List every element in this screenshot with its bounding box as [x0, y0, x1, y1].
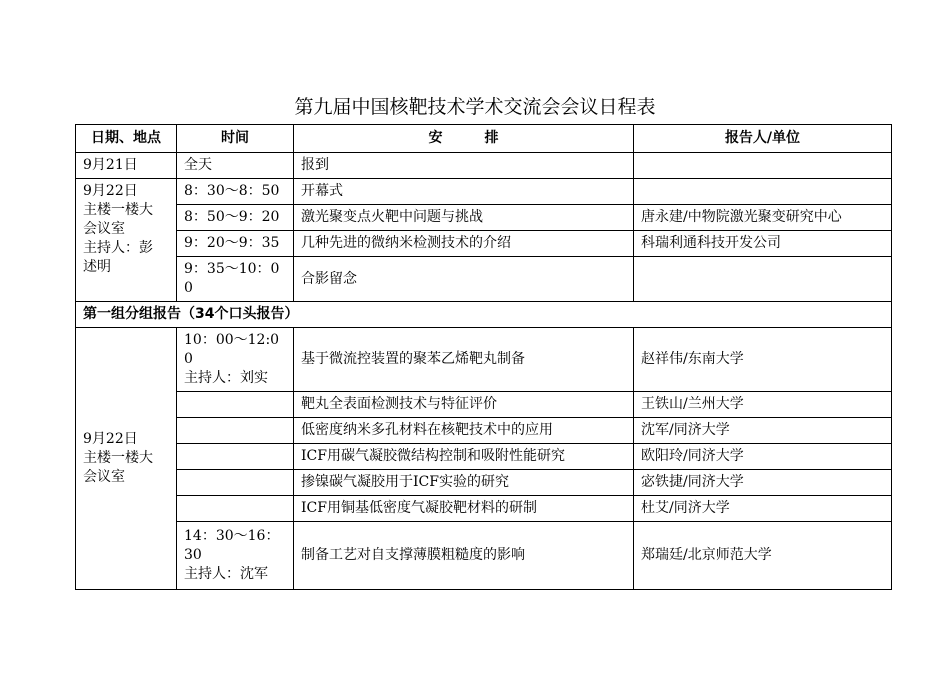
time-cell: 9：35～10：00: [177, 257, 294, 302]
place-line: 会议室: [83, 469, 125, 485]
table-row: [76, 257, 892, 302]
item-cell: 激光聚变点火靶中问题与挑战: [294, 205, 634, 231]
speaker-cell: 宓铁捷/同济大学: [634, 470, 892, 496]
speaker-cell: 唐永建/中物院激光聚变研究中心: [634, 205, 892, 231]
table-header-row: [76, 125, 892, 153]
time-cell: 全天: [177, 153, 294, 179]
time-cell: [177, 392, 294, 418]
speaker-cell: [634, 153, 892, 179]
time-cell: 8：30～8：50: [177, 179, 294, 205]
date-place-cell: [76, 179, 177, 302]
place-line: 主楼一楼大: [83, 202, 153, 218]
table-row: [76, 392, 892, 418]
speaker-cell: 郑瑞廷/北京师范大学: [634, 522, 892, 590]
table-row: [76, 470, 892, 496]
item-cell: 几种先进的微纳米检测技术的介绍: [294, 231, 634, 257]
time-line: 10：00～12:00: [184, 332, 280, 367]
place-line: 主楼一楼大: [83, 450, 153, 466]
item-cell: 低密度纳米多孔材料在核靶技术中的应用: [294, 418, 634, 444]
table-row: [76, 418, 892, 444]
time-cell: [177, 496, 294, 522]
header-time: 时间: [177, 125, 294, 153]
table-row: [76, 205, 892, 231]
item-cell: ICF用铜基低密度气凝胶靶材料的研制: [294, 496, 634, 522]
speaker-cell: 赵祥伟/东南大学: [634, 328, 892, 392]
schedule-table: [75, 124, 892, 590]
date-line: 9月22日: [83, 431, 138, 447]
header-speaker: 报告人/单位: [634, 125, 892, 153]
item-cell: 开幕式: [294, 179, 634, 205]
date-cell: 9月21日: [76, 153, 177, 179]
host-line: 主持人：刘实: [184, 370, 268, 386]
speaker-cell: 欧阳玲/同济大学: [634, 444, 892, 470]
time-cell: [177, 328, 294, 392]
place-line: 会议室: [83, 221, 125, 237]
table-row: [76, 153, 892, 179]
table-row: [76, 522, 892, 590]
section-header-row: [76, 302, 892, 328]
item-cell: 基于微流控装置的聚苯乙烯靶丸制备: [294, 328, 634, 392]
table-row: [76, 231, 892, 257]
table-row: [76, 328, 892, 392]
host-line: 述明: [83, 259, 111, 275]
time-cell: 8：50～9：20: [177, 205, 294, 231]
item-cell: 掺镍碳气凝胶用于ICF实验的研究: [294, 470, 634, 496]
host-line: 主持人：彭: [83, 240, 153, 256]
header-arrangement: 安 排: [294, 125, 634, 153]
time-cell: [177, 522, 294, 590]
speaker-cell: [634, 179, 892, 205]
speaker-cell: 沈军/同济大学: [634, 418, 892, 444]
table-row: [76, 179, 892, 205]
speaker-cell: [634, 257, 892, 302]
speaker-cell: 杜艾/同济大学: [634, 496, 892, 522]
item-cell: ICF用碳气凝胶微结构控制和吸附性能研究: [294, 444, 634, 470]
time-cell: [177, 444, 294, 470]
page-title: 第九届中国核靶技术学术交流会会议日程表: [294, 96, 656, 118]
time-line: 14：30～16：: [184, 528, 280, 544]
date-place-cell: [76, 328, 177, 590]
table-row: [76, 496, 892, 522]
header-date-place: 日期、地点: [76, 125, 177, 153]
speaker-cell: 王铁山/兰州大学: [634, 392, 892, 418]
item-cell: 报到: [294, 153, 634, 179]
date-line: 9月22日: [83, 183, 138, 199]
item-cell: 制备工艺对自支撑薄膜粗糙度的影响: [294, 522, 634, 590]
item-cell: 合影留念: [294, 257, 634, 302]
section-label: 第一组分组报告（34个口头报告）: [76, 302, 892, 328]
time-line: 30: [184, 547, 202, 563]
time-cell: 9：20～9：35: [177, 231, 294, 257]
time-cell: [177, 418, 294, 444]
speaker-cell: 科瑞利通科技开发公司: [634, 231, 892, 257]
item-cell: 靶丸全表面检测技术与特征评价: [294, 392, 634, 418]
table-row: [76, 444, 892, 470]
time-cell: [177, 470, 294, 496]
host-line: 主持人：沈军: [184, 566, 268, 582]
